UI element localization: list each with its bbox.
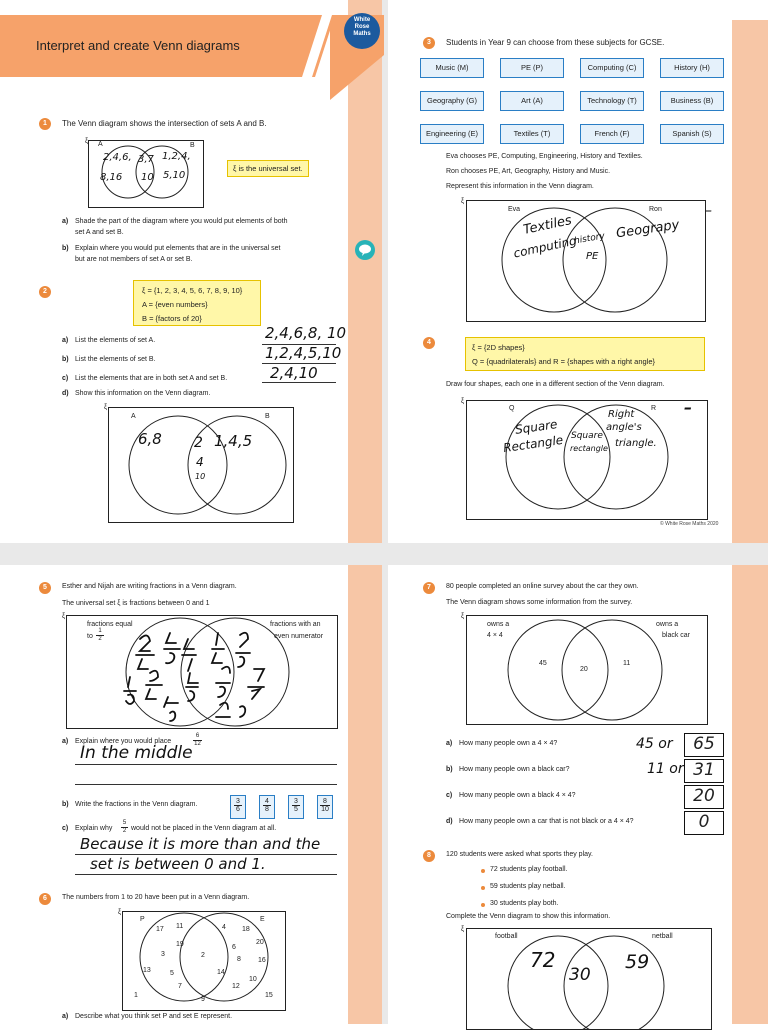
- fraction-one-half: 1 2: [96, 628, 104, 643]
- handwritten-answer: 72: [530, 948, 556, 972]
- universal-set-symbol: ξ: [62, 613, 66, 620]
- part-text: How many people own a 4 × 4?: [459, 740, 558, 747]
- bullet-text: 59 students play netball.: [490, 883, 566, 890]
- handwritten-answer: 45 or: [636, 736, 673, 752]
- venn-number: 16: [258, 957, 266, 964]
- part-text: List the elements that are in both set A and set B.: [75, 375, 228, 382]
- set-definition-box: [465, 337, 705, 371]
- set-definition: Q = {quadrilaterals} and R = {shapes with a right angle}: [472, 357, 656, 366]
- handwritten-answer: history: [573, 231, 606, 247]
- question-text: The Venn diagram shows the intersection of sets A and B.: [62, 119, 267, 128]
- handwritten-answer: 1,4,5: [214, 432, 253, 450]
- handwritten-answer: 2,4,6,: [103, 152, 132, 163]
- fraction-card: 3 6: [230, 795, 246, 819]
- answer-box[interactable]: 31: [684, 759, 724, 783]
- question-number: 1: [39, 118, 51, 130]
- bullet-text: 30 students play both.: [490, 900, 559, 907]
- handwritten-fractions: [120, 625, 290, 725]
- venn-number: 2: [201, 952, 205, 959]
- venn-number: 14: [217, 969, 225, 976]
- question-number: 5: [39, 582, 51, 594]
- subject-card: Music (M): [420, 58, 484, 78]
- part-label: b): [62, 356, 69, 363]
- handwritten-answer: In the middle: [80, 743, 193, 763]
- venn-value: 45: [539, 660, 547, 667]
- part-text: Explain why: [75, 825, 113, 832]
- part-label: a): [446, 740, 453, 747]
- part-text: List the elements of set B.: [75, 356, 156, 363]
- question-number: 2: [39, 286, 51, 298]
- set-label: to: [87, 633, 93, 640]
- set-a-label: football: [495, 933, 518, 940]
- page-divider: [0, 543, 768, 565]
- handwritten-answer: 30: [569, 965, 591, 985]
- venn-number: 18: [242, 926, 250, 933]
- part-label: d): [62, 390, 69, 397]
- copyright-notice: © White Rose Maths 2020: [660, 521, 719, 527]
- set-definition-box: [133, 280, 261, 326]
- set-label: owns a: [487, 621, 510, 628]
- answer-line: [75, 764, 337, 765]
- venn-number: 9: [201, 996, 205, 1003]
- handwritten-answer: Square: [571, 431, 603, 441]
- handwritten-answer: 4: [196, 455, 204, 469]
- venn-value: 20: [580, 666, 588, 673]
- handwritten-answer: 59: [625, 951, 650, 973]
- set-label: even numerator: [274, 633, 324, 640]
- handwritten-answer: triangle.: [615, 438, 657, 449]
- answer-line: [75, 874, 337, 875]
- fraction-card: 3 5: [288, 795, 304, 819]
- venn-number: 15: [265, 992, 273, 999]
- universal-set-symbol: ξ: [461, 926, 465, 933]
- venn-number: 11: [176, 923, 184, 930]
- venn-number: 6: [232, 944, 236, 951]
- answer-line: [262, 382, 336, 383]
- part-text: Describe what you think set P and set E represent.: [75, 1013, 233, 1020]
- part-text: Explain where you would put elements that are in the universal set: [75, 245, 281, 252]
- handwritten-answer: 2,4,10: [270, 364, 318, 382]
- handwritten-answer: angle's: [606, 422, 642, 433]
- set-definition: ξ = {2D shapes}: [472, 343, 525, 352]
- question-text: 120 students were asked what sports they play.: [446, 851, 593, 858]
- set-label: owns a: [656, 621, 679, 628]
- question-text: Eva chooses PE, Computing, Engineering, History and Textiles.: [446, 153, 643, 160]
- handwritten-answer: 1,2,4,: [162, 151, 191, 162]
- universal-set-symbol: ξ: [461, 198, 465, 205]
- answer-box[interactable]: 0: [684, 811, 724, 835]
- handwritten-answer: rectangle: [570, 444, 608, 453]
- part-label: a): [62, 337, 69, 344]
- venn-number: 4: [222, 924, 226, 931]
- handwritten-answer: 10: [195, 472, 206, 481]
- question-text: Represent this information in the Venn diagram.: [446, 183, 594, 190]
- question-text: The universal set ξ is fractions between 0 and 1: [62, 600, 210, 607]
- margin-strip: [348, 565, 382, 1024]
- universal-set-symbol: ξ: [85, 138, 89, 145]
- margin-strip: [732, 565, 768, 1024]
- set-e-label: E: [260, 916, 265, 923]
- part-label: c): [446, 792, 453, 799]
- fraction-card: 8 10: [317, 795, 333, 819]
- fraction-six-twelfths: 6 12: [194, 733, 201, 747]
- fraction-card: 4 8: [259, 795, 275, 819]
- venn-number: 19: [176, 941, 184, 948]
- set-label: black car: [662, 632, 691, 639]
- set-b-label: netball: [652, 933, 673, 940]
- handwritten-answer: computing: [512, 233, 578, 261]
- set-b-label: B: [190, 142, 195, 149]
- header-banner: [0, 15, 385, 105]
- universal-set-symbol: ξ: [461, 613, 465, 620]
- part-label: a): [62, 1013, 69, 1020]
- handwritten-answer: PE: [586, 251, 599, 262]
- part-text: Shade the part of the diagram where you would put elements of both: [75, 218, 288, 225]
- venn-number: 8: [237, 956, 241, 963]
- handwritten-answer: 1,2,4,5,10: [265, 344, 342, 362]
- subject-card: Business (B): [660, 91, 724, 111]
- part-text: Write the fractions in the Venn diagram.: [75, 801, 198, 808]
- set-b-label: R: [651, 405, 657, 412]
- part-text: set A and set B.: [75, 229, 124, 236]
- subject-card: French (F): [580, 124, 644, 144]
- venn-number: 17: [156, 926, 164, 933]
- venn-number: 13: [143, 967, 151, 974]
- subject-card: Art (A): [500, 91, 564, 111]
- page-title: Interpret and create Venn diagrams: [36, 38, 240, 53]
- question-text: The numbers from 1 to 20 have been put in a Venn diagram.: [62, 894, 250, 901]
- set-definition: ξ = {1, 2, 3, 4, 5, 6, 7, 8, 9, 10}: [142, 286, 243, 295]
- handwritten-answer: 5,10: [163, 170, 186, 181]
- venn-number: 3: [161, 951, 165, 958]
- handwritten-answer: Because it is more than and the: [80, 835, 321, 853]
- venn-value: 11: [623, 660, 631, 667]
- part-text: would not be placed in the Venn diagram at all.: [131, 825, 277, 832]
- set-definition: B = {factors of 20}: [142, 314, 202, 323]
- white-rose-maths-logo: White Rose Maths: [344, 13, 380, 49]
- handwritten-mark: –: [684, 398, 692, 417]
- part-text: How many people own a car that is not black or a 4 × 4?: [459, 818, 634, 825]
- question-number: 3: [423, 37, 435, 49]
- venn-circles-q4: [466, 400, 706, 518]
- set-b-label: Ron: [649, 206, 662, 213]
- set-a-label: Eva: [508, 206, 521, 213]
- venn-number: 5: [170, 970, 174, 977]
- venn-number: 10: [249, 976, 257, 983]
- question-text: Draw four shapes, each one in a different section of the Venn diagram.: [446, 381, 665, 388]
- handwritten-answer: 8,16: [100, 172, 123, 183]
- bullet-dot: [481, 869, 485, 873]
- handwritten-answer: Right: [608, 409, 635, 420]
- part-label: d): [446, 818, 453, 825]
- question-number: 4: [423, 337, 435, 349]
- set-label: 4 × 4: [487, 632, 503, 639]
- part-text: but are not members of set A or set B.: [75, 256, 193, 263]
- part-text: How many people own a black car?: [459, 766, 570, 773]
- part-label: a): [62, 218, 69, 225]
- question-text: The Venn diagram shows some information from the survey.: [446, 599, 633, 606]
- handwritten-answer: Rectangle: [502, 432, 565, 456]
- handwritten-answer: 11 or: [647, 761, 684, 777]
- set-b-label: B: [265, 413, 270, 420]
- part-text: Explain where you would place: [75, 738, 172, 745]
- part-text: List the elements of set A.: [75, 337, 156, 344]
- subject-card: Textiles (T): [500, 124, 564, 144]
- set-a-label: A: [98, 141, 103, 148]
- question-number: 8: [423, 850, 435, 862]
- venn-number: 7: [178, 983, 182, 990]
- bullet-text: 72 students play football.: [490, 866, 568, 873]
- question-text: Complete the Venn diagram to show this information.: [446, 913, 611, 920]
- part-text: How many people own a black 4 × 4?: [459, 792, 576, 799]
- subject-card: Technology (T): [580, 91, 644, 111]
- subject-card: PE (P): [500, 58, 564, 78]
- handwritten-answer: 2,4,6,8, 10: [265, 324, 347, 342]
- set-definition: A = {even numbers}: [142, 300, 208, 309]
- handwritten-mark: –: [705, 203, 712, 219]
- bullet-dot: [481, 903, 485, 907]
- part-label: c): [62, 825, 69, 832]
- part-label: c): [62, 375, 69, 382]
- handwritten-answer: Square: [514, 417, 559, 437]
- part-label: b): [62, 245, 69, 252]
- question-number: 6: [39, 893, 51, 905]
- answer-line: [75, 784, 337, 785]
- set-a-label: Q: [509, 405, 515, 412]
- handwritten-answer: Geograpy: [615, 217, 681, 242]
- question-text: 80 people completed an online survey about the car they own.: [446, 583, 639, 590]
- subject-card: Engineering (E): [420, 124, 484, 144]
- handwritten-answer: 3,7: [138, 154, 154, 165]
- question-text: Students in Year 9 can choose from these subjects for GCSE.: [446, 38, 665, 47]
- set-label: fractions equal: [87, 621, 133, 628]
- part-label: b): [446, 766, 453, 773]
- subject-card: Computing (C): [580, 58, 644, 78]
- fraction-five-halves: 5 2: [122, 820, 127, 834]
- part-label: a): [62, 738, 69, 745]
- bullet-dot: [481, 886, 485, 890]
- margin-strip: [732, 20, 768, 543]
- venn-number: 1: [134, 992, 138, 999]
- venn-number: 20: [256, 939, 264, 946]
- universal-set-symbol: ξ: [461, 398, 465, 405]
- set-p-label: P: [140, 916, 145, 923]
- part-label: b): [62, 801, 69, 808]
- subject-card: Spanish (S): [660, 124, 724, 144]
- answer-box[interactable]: 65: [684, 733, 724, 757]
- question-number: 7: [423, 582, 435, 594]
- answer-box[interactable]: 20: [684, 785, 724, 809]
- part-text: Show this information on the Venn diagram.: [75, 390, 211, 397]
- handwritten-answer: set is between 0 and 1.: [90, 855, 266, 873]
- set-a-label: A: [131, 413, 136, 420]
- subject-card: History (H): [660, 58, 724, 78]
- handwritten-answer: 10: [141, 172, 154, 183]
- subject-card: Geography (G): [420, 91, 484, 111]
- venn-number: 12: [232, 983, 240, 990]
- handwritten-answer: 6,8: [138, 430, 162, 448]
- comment-bubble-icon[interactable]: [355, 240, 375, 260]
- handwritten-answer: Textiles: [521, 213, 574, 238]
- universal-set-symbol: ξ: [104, 404, 108, 411]
- question-text: Ron chooses PE, Art, Geography, History and Music.: [446, 168, 611, 175]
- set-label: fractions with an: [270, 621, 321, 628]
- universal-set-note: ξ is the universal set.: [227, 160, 309, 177]
- question-text: Esther and Nijah are writing fractions in a Venn diagram.: [62, 583, 237, 590]
- universal-set-symbol: ξ: [118, 909, 122, 916]
- handwritten-answer: 2: [194, 435, 203, 451]
